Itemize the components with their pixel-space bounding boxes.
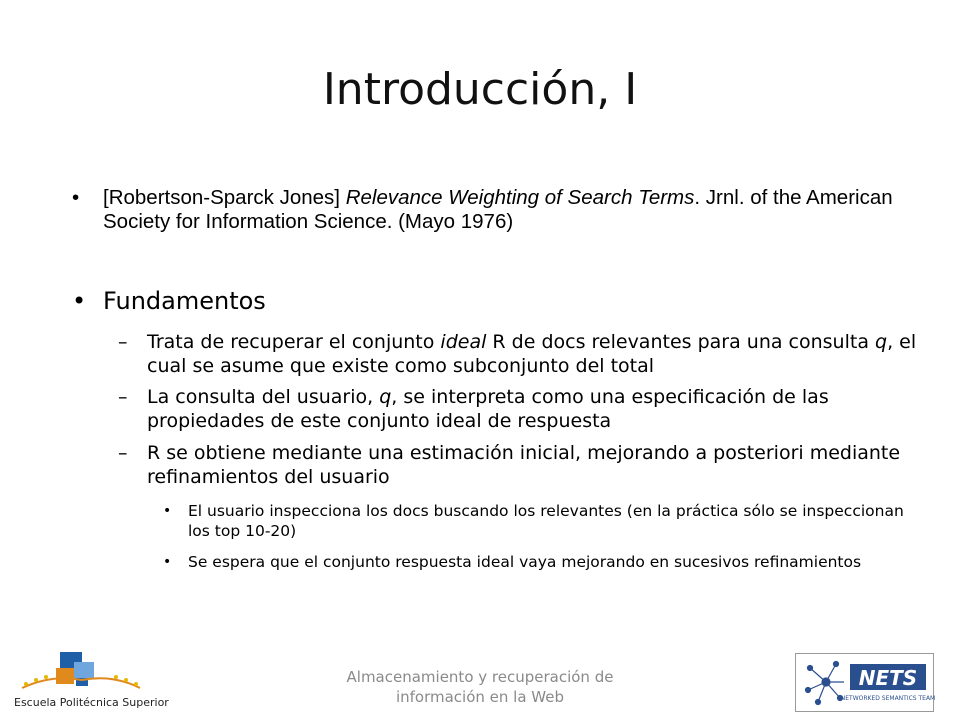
nets-logo: [795, 653, 934, 712]
sub-sub-item: [163, 552, 928, 572]
dash-icon: –: [118, 386, 128, 408]
sub-item-text: R se obtiene mediante una estimación inicial, mejorando a posteriori mediante refinamientos del usuario: [147, 442, 901, 488]
sub-item-text: La consulta del usuario,: [147, 386, 380, 408]
reference-authors: [Robertson-Sparck Jones]: [103, 186, 346, 209]
slide-title: Introducción, I: [322, 64, 638, 115]
dash-icon: –: [118, 442, 128, 464]
sub-item-text: , el cual se asume que existe como subconjunto del total: [147, 331, 917, 377]
reference-journal: . Jrnl. of the American Society for Information Science. (Mayo 1976): [103, 186, 893, 233]
sub-item-italic: q: [379, 386, 392, 408]
bullet-icon: •: [163, 554, 172, 570]
sub-item-italic: ideal: [440, 331, 487, 353]
eps-logo-text: Escuela Politécnica Superior: [14, 696, 169, 709]
sub-item-text: Trata de recuperar el conjunto: [147, 331, 441, 353]
sub-item-italic: q: [875, 331, 888, 353]
sub-item-text: R de docs relevantes para una consulta: [486, 331, 876, 353]
sub-sub-item-text: El usuario inspecciona los docs buscando los relevantes (en la práctica sólo se inspeccionan los top 10-20): [188, 502, 904, 540]
bullet-icon: •: [163, 503, 172, 519]
fundamentos-bullet: [72, 286, 266, 316]
nets-logo-text: NETS: [858, 666, 918, 690]
sub-item: [118, 330, 927, 378]
fundamentos-label: Fundamentos: [103, 287, 266, 315]
sub-sub-item: [163, 501, 928, 541]
bullet-icon: •: [72, 287, 87, 315]
dash-icon: –: [118, 331, 128, 353]
nets-logo-graphic: [796, 654, 936, 711]
sub-item: [118, 441, 927, 489]
sub-sub-item-text: Se espera que el conjunto respuesta ideal vaya mejorando en sucesivos refinamientos: [188, 553, 862, 571]
nets-logo-subtext: NETWORKED SEMANTICS TEAM: [840, 695, 936, 702]
footer-text: Almacenamiento y recuperación de información en la Web: [346, 668, 614, 706]
reference-paper-title: Relevance Weighting of Search Terms: [345, 186, 695, 209]
sub-item: [118, 385, 927, 433]
bullet-icon: •: [72, 186, 80, 209]
reference-bullet: [72, 186, 923, 234]
eps-logo: [12, 650, 169, 712]
sub-item-text: , se interpreta como una especificación de las propiedades de este conjunto ideal de respuesta: [147, 386, 829, 432]
